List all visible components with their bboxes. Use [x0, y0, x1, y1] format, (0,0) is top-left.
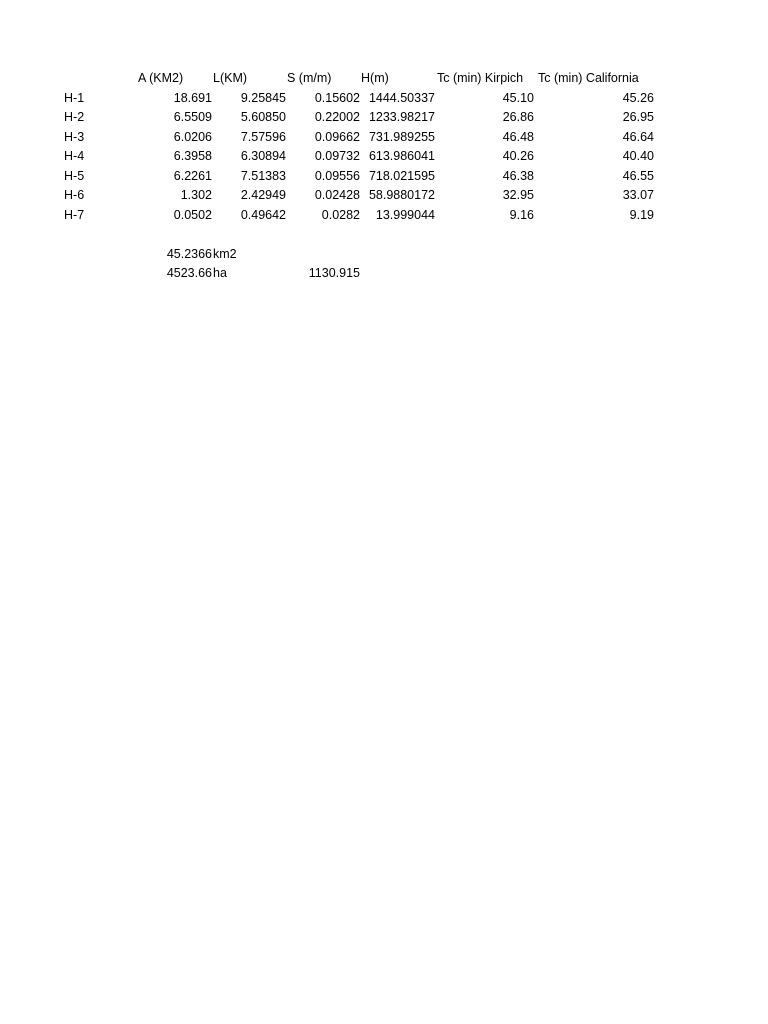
- header-slope: S (m/m): [287, 71, 332, 85]
- extra-value: 1130.915: [308, 266, 360, 280]
- row-id: H-2: [64, 110, 85, 124]
- cell-tc-kirpich: 46.48: [502, 130, 534, 144]
- cell-height: 731.989255: [368, 130, 435, 144]
- cell-slope: 0.22002: [314, 110, 360, 124]
- cell-height: 718.021595: [368, 169, 435, 183]
- cell-tc-california: 33.07: [622, 188, 654, 202]
- cell-height: 1233.98217: [368, 110, 435, 124]
- cell-tc-california: 9.19: [629, 208, 654, 222]
- header-height: H(m): [361, 71, 389, 85]
- cell-area: 6.5509: [173, 110, 212, 124]
- cell-tc-california: 46.55: [622, 169, 654, 183]
- cell-height: 13.999044: [375, 208, 435, 222]
- cell-length: 0.49642: [240, 208, 286, 222]
- cell-slope: 0.09556: [314, 169, 360, 183]
- cell-height: 58.9880172: [368, 188, 435, 202]
- row-id: H-1: [64, 91, 85, 105]
- unit-ha: ha: [213, 266, 227, 280]
- cell-tc-kirpich: 9.16: [509, 208, 534, 222]
- cell-length: 7.51383: [240, 169, 286, 183]
- cell-area: 18.691: [173, 91, 212, 105]
- cell-slope: 0.09732: [314, 149, 360, 163]
- cell-tc-california: 40.40: [622, 149, 654, 163]
- row-id: H-3: [64, 130, 85, 144]
- header-length: L(KM): [213, 71, 248, 85]
- cell-area: 6.3958: [173, 149, 212, 163]
- cell-tc-california: 26.95: [622, 110, 654, 124]
- header-tc-california: Tc (min) California: [538, 71, 639, 85]
- cell-slope: 0.15602: [314, 91, 360, 105]
- total-area-ha: 4523.66: [166, 266, 212, 280]
- cell-tc-california: 46.64: [622, 130, 654, 144]
- cell-slope: 0.0282: [321, 208, 360, 222]
- cell-length: 2.42949: [240, 188, 286, 202]
- cell-length: 9.25845: [240, 91, 286, 105]
- header-area: A (KM2): [138, 71, 184, 85]
- cell-height: 1444.50337: [368, 91, 435, 105]
- cell-slope: 0.09662: [314, 130, 360, 144]
- header-tc-kirpich: Tc (min) Kirpich: [437, 71, 524, 85]
- cell-length: 7.57596: [240, 130, 286, 144]
- cell-tc-kirpich: 45.10: [502, 91, 534, 105]
- cell-tc-kirpich: 26.86: [502, 110, 534, 124]
- cell-tc-kirpich: 40.26: [502, 149, 534, 163]
- cell-tc-kirpich: 46.38: [502, 169, 534, 183]
- cell-length: 5.60850: [240, 110, 286, 124]
- cell-slope: 0.02428: [314, 188, 360, 202]
- cell-area: 6.2261: [173, 169, 212, 183]
- row-id: H-7: [64, 208, 85, 222]
- cell-height: 613.986041: [368, 149, 435, 163]
- row-id: H-4: [64, 149, 85, 163]
- total-area-km2: 45.2366: [166, 247, 212, 261]
- cell-area: 0.0502: [173, 208, 212, 222]
- cell-tc-california: 45.26: [622, 91, 654, 105]
- cell-area: 6.0206: [173, 130, 212, 144]
- cell-area: 1.302: [180, 188, 212, 202]
- cell-tc-kirpich: 32.95: [502, 188, 534, 202]
- row-id: H-5: [64, 169, 85, 183]
- cell-length: 6.30894: [240, 149, 286, 163]
- row-id: H-6: [64, 188, 85, 202]
- unit-km2: km2: [213, 247, 237, 261]
